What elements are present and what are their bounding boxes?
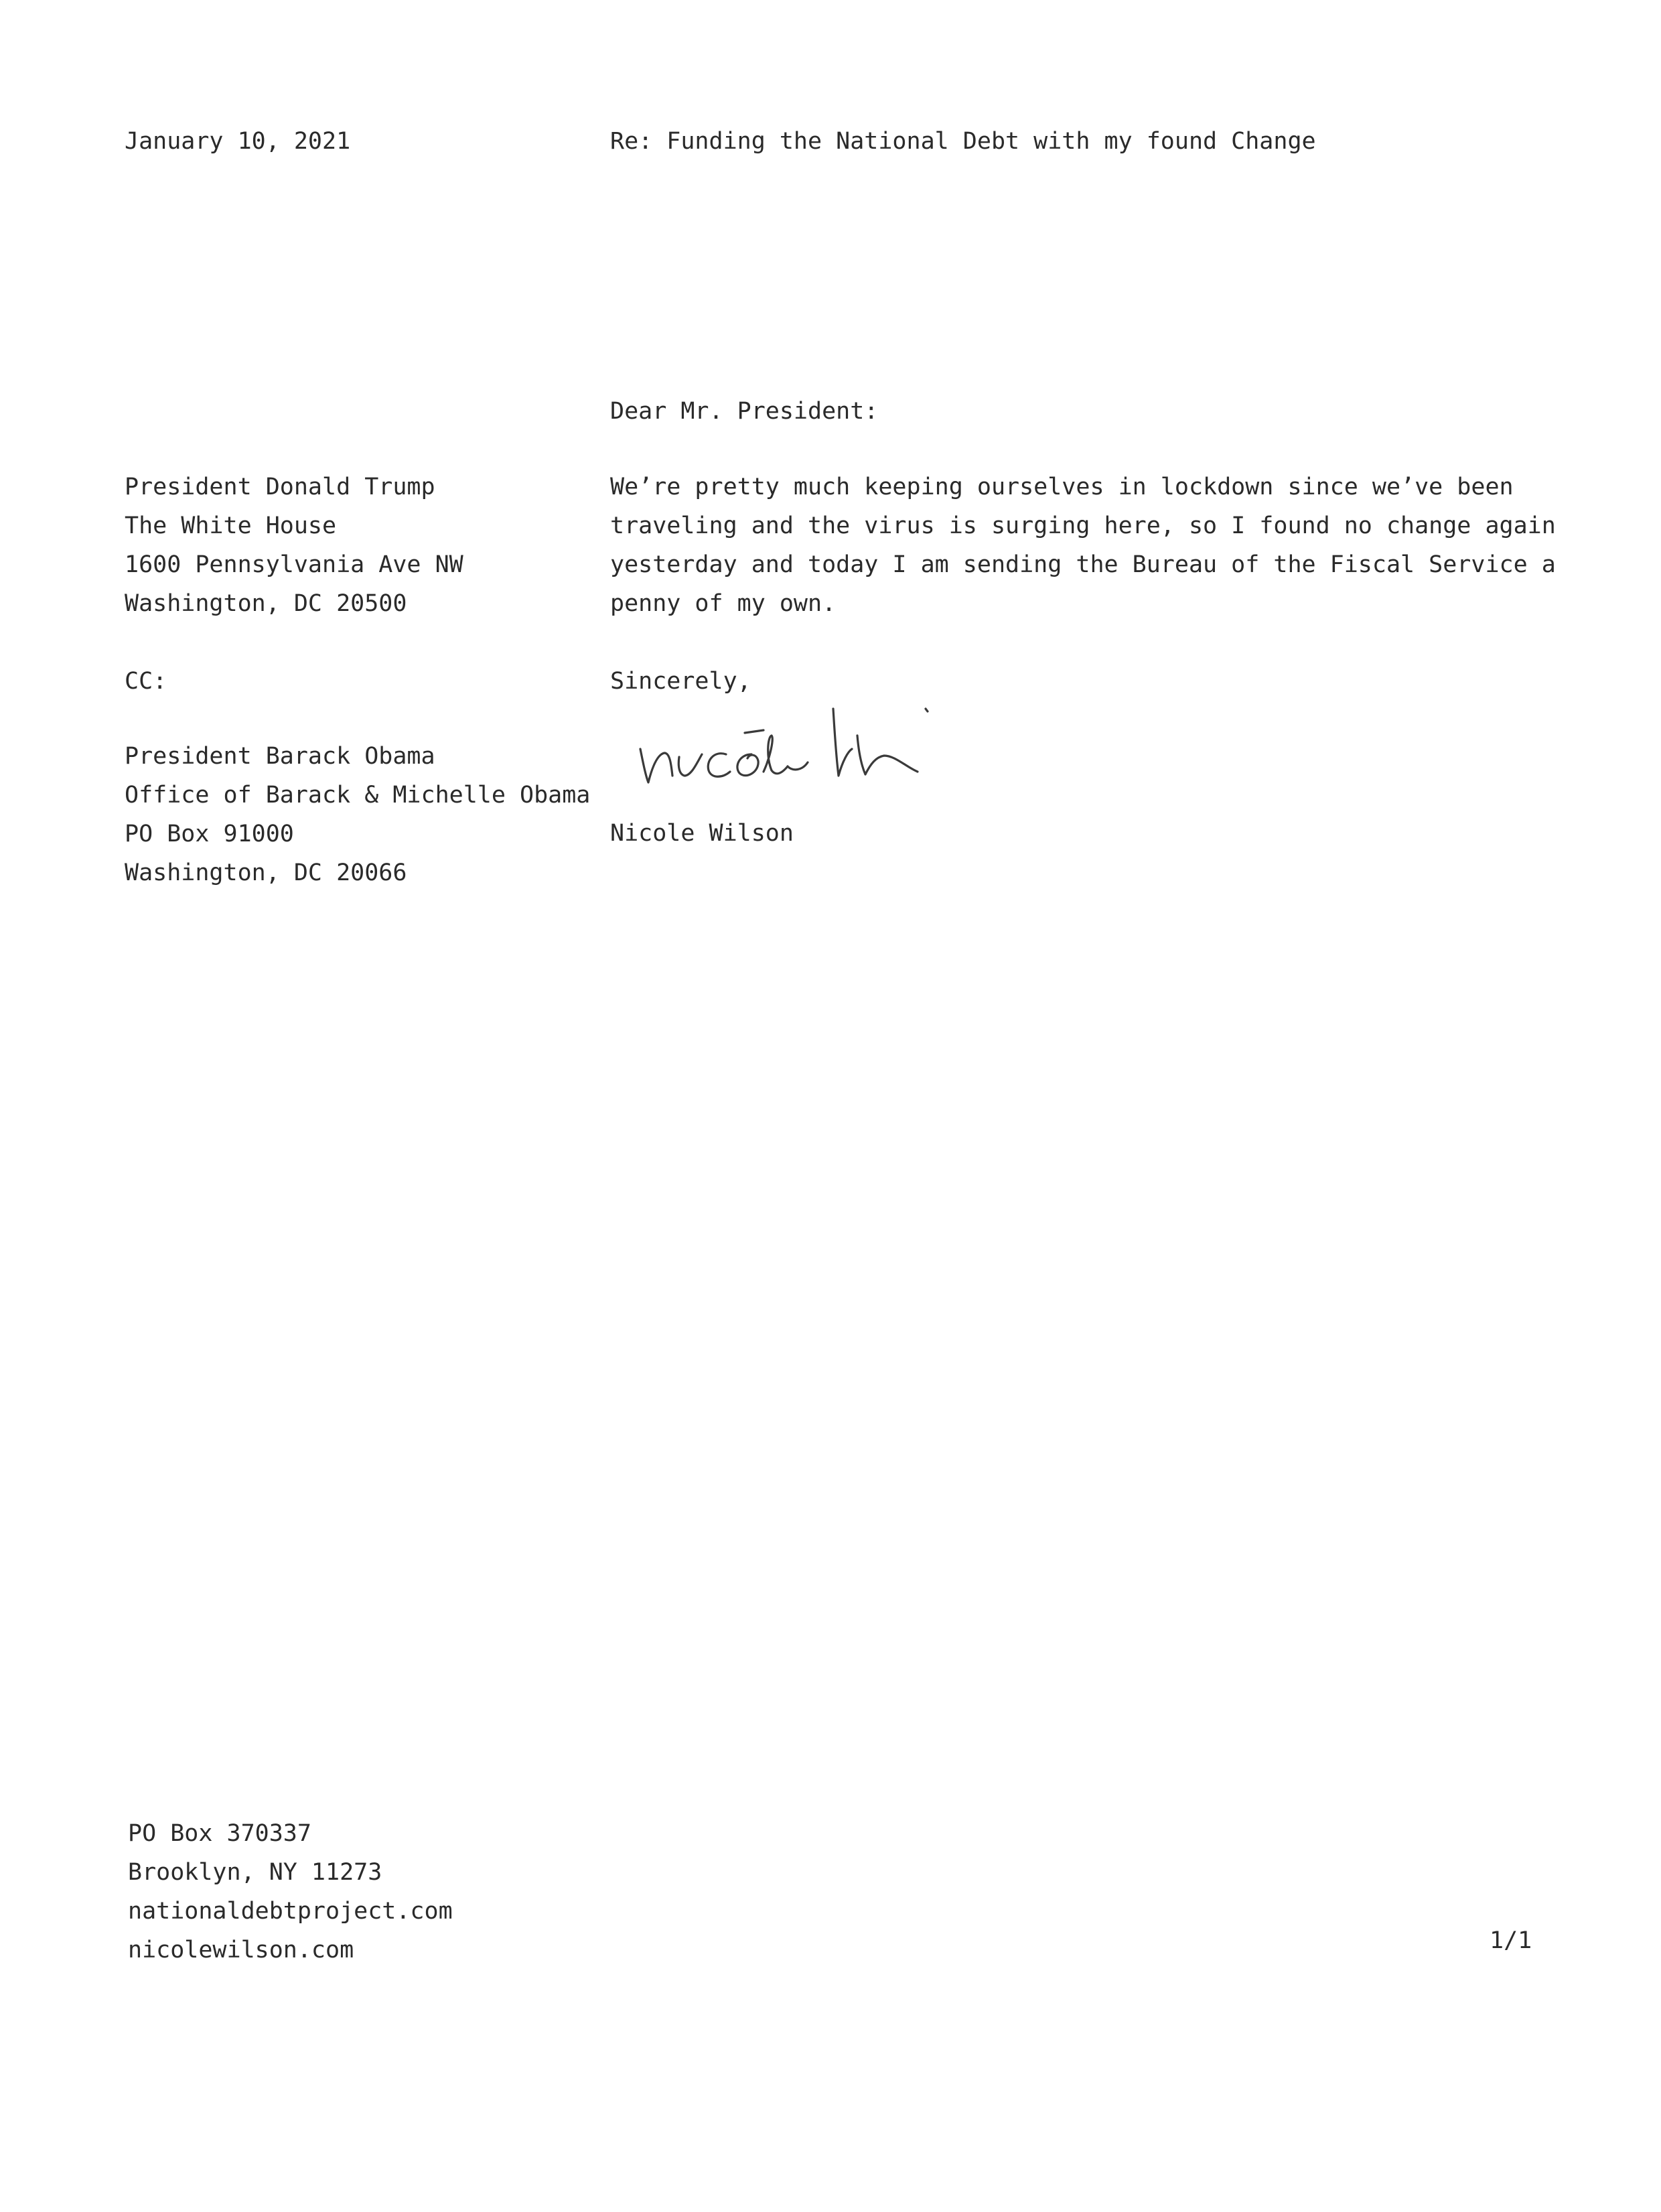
body-line: traveling and the virus is surging here, so I found no change again	[610, 512, 1556, 539]
body-line: penny of my own.	[610, 590, 837, 617]
letter-body	[610, 468, 1556, 623]
recipient-organization: The White House	[125, 512, 337, 539]
letter-date: January 10, 2021	[125, 128, 351, 155]
footer-po-box: PO Box 370337	[128, 1820, 311, 1847]
cc-recipient-name: President Barack Obama	[125, 743, 435, 770]
recipient-address	[125, 468, 580, 623]
recipient-city: Washington, DC 20500	[125, 590, 407, 617]
recipient-street: 1600 Pennsylvania Ave NW	[125, 551, 463, 578]
recipient-name: President Donald Trump	[125, 474, 435, 500]
cc-recipient-po-box: PO Box 91000	[125, 821, 294, 847]
body-line: We’re pretty much keeping ourselves in lockdown since we’ve been	[610, 474, 1514, 500]
signature-drawing	[632, 697, 994, 794]
sign-off: Sincerely,	[610, 668, 751, 695]
cc-recipient-organization: Office of Barack & Michelle Obama	[125, 782, 591, 809]
cc-recipient-city: Washington, DC 20066	[125, 859, 407, 886]
signer-name: Nicole Wilson	[610, 820, 794, 847]
sender-footer	[128, 1814, 597, 1969]
footer-city: Brooklyn, NY 11273	[128, 1859, 382, 1886]
page-number: 1/1	[1490, 1927, 1532, 1954]
cc-recipient-address	[125, 737, 607, 892]
letter-subject: Re: Funding the National Debt with my found Change	[610, 128, 1316, 155]
handwritten-signature	[632, 697, 994, 794]
footer-website-project: nationaldebtproject.com	[128, 1898, 453, 1925]
footer-website-personal: nicolewilson.com	[128, 1937, 354, 1963]
cc-label: CC:	[125, 668, 167, 695]
salutation: Dear Mr. President:	[610, 398, 879, 425]
body-line: yesterday and today I am sending the Bureau of the Fiscal Service a	[610, 551, 1556, 578]
